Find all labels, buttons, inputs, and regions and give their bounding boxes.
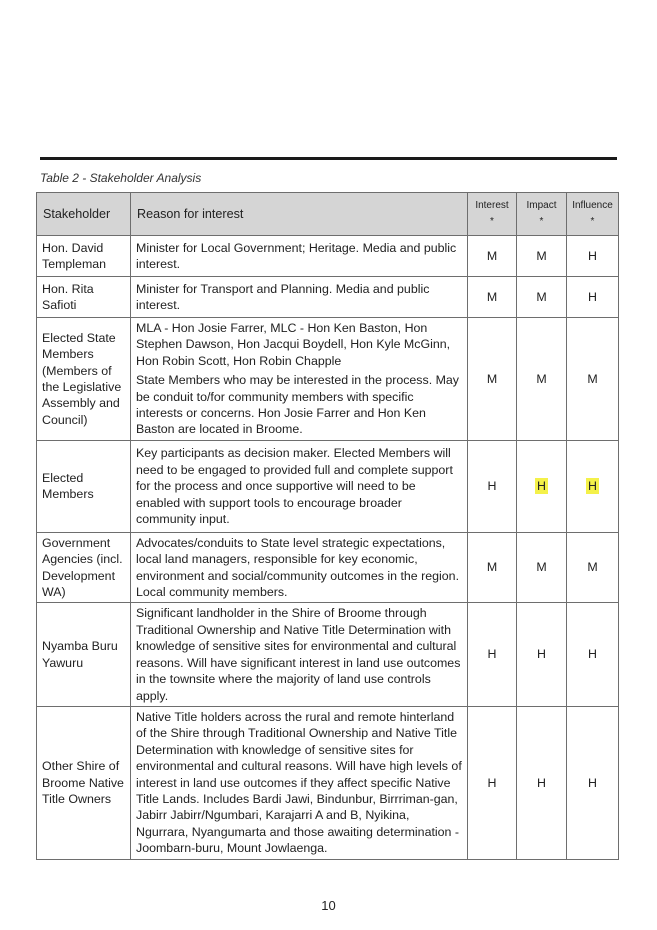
influence-rating: H	[588, 289, 597, 304]
stakeholder-cell: Hon. David Templeman	[37, 236, 131, 277]
interest-rating-cell	[468, 706, 517, 859]
interest-rating-cell	[468, 277, 517, 318]
header-rule	[40, 157, 617, 160]
impact-rating-cell	[517, 318, 567, 441]
reason-cell	[131, 236, 468, 277]
reason-cell	[131, 440, 468, 532]
table-row	[37, 532, 619, 603]
header-reason: Reason for interest	[131, 193, 468, 236]
stakeholder-cell: Government Agencies (incl. Development WA)	[37, 532, 131, 603]
reason-paragraph: Minister for Local Government; Heritage. Media and public interest.	[136, 240, 457, 271]
stakeholder-table	[36, 192, 619, 860]
impact-rating-cell	[517, 440, 567, 532]
table-body	[37, 236, 619, 860]
influence-rating-cell	[567, 706, 619, 859]
reason-paragraph: Advocates/conduits to State level strategic expectations, local land managers, responsible for key economic, environment and social/community outcomes in the region. Local community members.	[136, 535, 460, 600]
impact-rating: M	[536, 289, 547, 304]
page-number: 10	[321, 898, 336, 913]
interest-rating: H	[487, 775, 497, 790]
influence-rating: H	[588, 248, 597, 263]
interest-rating-cell	[468, 440, 517, 532]
header-influence: Influence *	[567, 193, 619, 236]
table-row	[37, 706, 619, 859]
influence-rating: M	[587, 560, 598, 575]
influence-rating: H	[588, 647, 597, 662]
impact-rating: H	[537, 479, 546, 494]
interest-rating-cell	[468, 532, 517, 603]
reason-cell	[131, 603, 468, 706]
reason-paragraph: State Members who may be interested in the process. May be conduit to/for community members with specific interests or concerns. Hon Josie Farrer and Hon Ken Baston are located in Broome.	[136, 373, 459, 437]
reason-paragraph: Minister for Transport and Planning. Media and public interest.	[136, 281, 430, 312]
reason-cell	[131, 277, 468, 318]
stakeholder-cell: Nyamba Buru Yawuru	[37, 603, 131, 706]
impact-rating: M	[536, 560, 547, 575]
interest-rating: M	[486, 248, 498, 263]
influence-rating: H	[588, 479, 597, 494]
reason-paragraph: Significant landholder in the Shire of Broome through Traditional Ownership and Native Title Determination with knowledge of sensitive sites for environmental and cultural reasons. Will have significant interest in land use outcomes in the townsite where the majority of land use controls apply.	[136, 606, 461, 703]
influence-rating-cell	[567, 440, 619, 532]
table-row	[37, 603, 619, 706]
reason-paragraph: Key participants as decision maker. Elected Members will need to be engaged to provided full and complete support for the process and once supportive will need to be enabled with support tools to encourage broader community input.	[136, 446, 453, 526]
impact-rating-cell	[517, 236, 567, 277]
influence-rating-cell	[567, 318, 619, 441]
stakeholder-cell: Hon. Rita Safioti	[37, 277, 131, 318]
interest-rating-cell	[468, 318, 517, 441]
header-stakeholder: Stakeholder	[37, 193, 131, 236]
table-header-row	[37, 193, 619, 236]
influence-rating-cell	[567, 532, 619, 603]
reason-cell	[131, 532, 468, 603]
reason-cell	[131, 706, 468, 859]
interest-rating: M	[486, 371, 498, 386]
impact-rating-cell	[517, 532, 567, 603]
interest-rating: H	[487, 647, 497, 662]
header-impact: Impact *	[517, 193, 567, 236]
reason-paragraph: MLA - Hon Josie Farrer, MLC - Hon Ken Baston, Hon Stephen Dawson, Hon Jacqui Boydell, Hon Kyle McGinn, Hon Robin Scott, Hon Robin Chapple	[136, 321, 451, 368]
stakeholder-cell: Other Shire of Broome Native Title Owners	[37, 706, 131, 859]
impact-rating: M	[536, 371, 547, 386]
stakeholder-cell: Elected State Members (Members of the Legislative Assembly and Council)	[37, 318, 131, 441]
influence-rating: M	[587, 371, 598, 386]
impact-rating-cell	[517, 277, 567, 318]
table-row	[37, 440, 619, 532]
impact-rating: M	[536, 248, 547, 263]
influence-rating-cell	[567, 603, 619, 706]
interest-rating-cell	[468, 236, 517, 277]
reason-paragraph: Native Title holders across the rural and remote hinterland of the Shire through Traditional Ownership and Native Title Determination with knowledge of sensitive sites for environmental and cultural reasons. Will have high levels of interest in land use outcomes if they affect specific Native Title Lands. Includes Bardi Jawi, Bindunbur, Birrriman-gan, Jabirr Jabirr/Ngumbari, Karajarri A and B, Nyikina, Ngurrara, Nyangumarta and those awaiting determination - Joombarn-buru, Mount Jowlaenga.	[136, 709, 462, 856]
interest-rating: M	[486, 289, 498, 304]
interest-rating: H	[487, 479, 497, 494]
influence-rating-cell	[567, 236, 619, 277]
impact-rating: H	[537, 775, 546, 790]
impact-rating: H	[537, 647, 546, 662]
influence-rating-cell	[567, 277, 619, 318]
influence-rating: H	[588, 775, 597, 790]
header-interest: Interest *	[468, 193, 517, 236]
interest-rating: M	[486, 560, 498, 575]
table-row	[37, 236, 619, 277]
impact-rating-cell	[517, 603, 567, 706]
table-caption: Table 2 - Stakeholder Analysis	[40, 171, 202, 185]
table-row	[37, 318, 619, 441]
impact-rating-cell	[517, 706, 567, 859]
table-row	[37, 277, 619, 318]
reason-cell	[131, 318, 468, 441]
interest-rating-cell	[468, 603, 517, 706]
stakeholder-cell: Elected Members	[37, 440, 131, 532]
